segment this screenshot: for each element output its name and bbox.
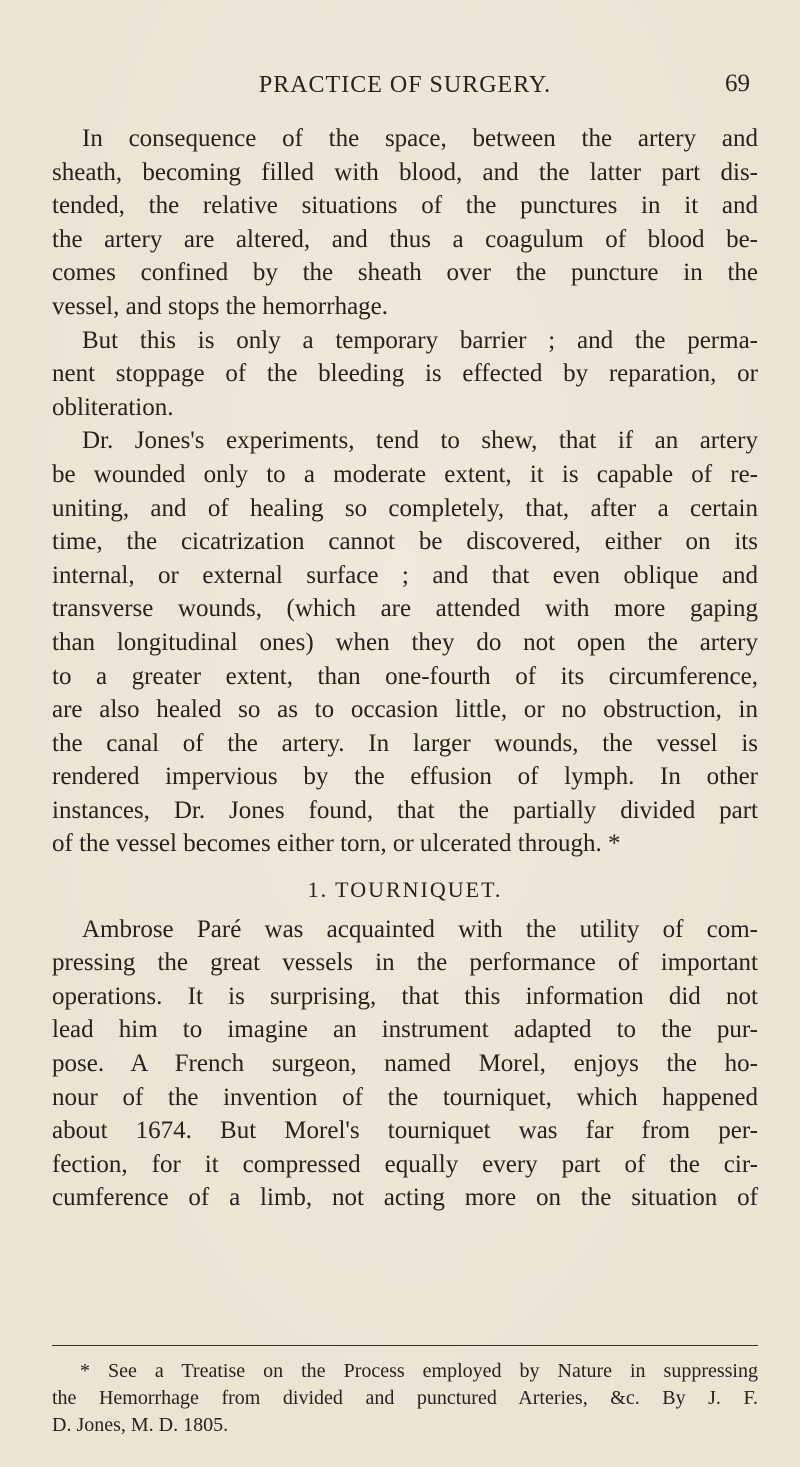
footnote (52, 1358, 758, 1439)
text-line: But this is only a temporary barrier ; and the perma- (82, 326, 758, 354)
text-line: the canal of the artery. In larger wounds, the vessel is (52, 729, 758, 757)
section-heading: 1. TOURNIQUET. (307, 877, 503, 903)
text-line: rendered impervious by the effusion of lymph. In other (52, 763, 758, 791)
text-line: about 1674. But Morel's tourniquet was far from per- (52, 1117, 758, 1145)
text-line: transverse wounds, (which are attended with more gaping (52, 595, 758, 623)
text-line: sheath, becoming filled with blood, and the latter part dis- (52, 158, 758, 186)
paragraph (52, 913, 758, 1215)
page-number: 69 (725, 70, 750, 97)
footnote-divider (52, 1345, 758, 1346)
text-line: lead him to imagine an instrument adapted to the pur- (52, 1016, 758, 1044)
text-line: uniting, and of healing so completely, that, after a certain (52, 494, 758, 522)
footnote-line: D. Jones, M. D. 1805. (52, 1414, 229, 1436)
text-line: comes confined by the sheath over the puncture in the (52, 259, 758, 287)
text-line: cumference of a limb, not acting more on the situation of (52, 1184, 758, 1212)
text-line: nent stoppage of the bleeding is effected by reparation, or (52, 360, 758, 388)
paragraph (52, 424, 758, 861)
text-line: Ambrose Paré was acquainted with the utility of com- (82, 915, 758, 943)
paragraph (52, 324, 758, 425)
text-line: of the vessel becomes either torn, or ulcerated through. * (52, 830, 621, 858)
footnote-line: the Hemorrhage from divided and punctured Arteries, &c. By J. F. (52, 1387, 758, 1409)
text-line: fection, for it compressed equally every part of the cir- (52, 1150, 758, 1178)
text-line: internal, or external surface ; and that even oblique and (52, 561, 758, 589)
text-line: obliteration. (52, 393, 174, 421)
text-line: be wounded only to a moderate extent, it is capable of re- (52, 460, 758, 488)
body-text (52, 122, 758, 1215)
text-line: nour of the invention of the tourniquet, which happened (52, 1083, 758, 1111)
text-line: pressing the great vessels in the performance of important (52, 949, 758, 977)
running-title: PRACTICE OF SURGERY. (258, 72, 552, 98)
text-line: In consequence of the space, between the artery and (82, 125, 758, 152)
paragraph (52, 122, 758, 324)
text-line: to a greater extent, than one-fourth of its circumference, (52, 662, 758, 690)
text-line: Dr. Jones's experiments, tend to shew, that if an artery (82, 427, 758, 455)
text-line: pose. A French surgeon, named Morel, enjoys the ho- (52, 1050, 758, 1078)
text-line: time, the cicatrization cannot be discovered, either on its (52, 528, 758, 556)
running-head (60, 66, 750, 106)
text-line: than longitudinal ones) when they do not open the artery (52, 628, 758, 656)
text-line: instances, Dr. Jones found, that the partially divided part (52, 796, 758, 824)
text-line: vessel, and stops the hemorrhage. (52, 292, 389, 320)
footnote-line: * See a Treatise on the Process employed by Nature in suppressing (80, 1360, 758, 1382)
text-line: tended, the relative situations of the punctures in it and (52, 192, 758, 220)
text-line: the artery are altered, and thus a coagulum of blood be- (52, 225, 758, 253)
text-line: are also healed so as to occasion little, or no obstruction, in (52, 696, 758, 724)
text-line: operations. It is surprising, that this information did not (52, 982, 758, 1010)
